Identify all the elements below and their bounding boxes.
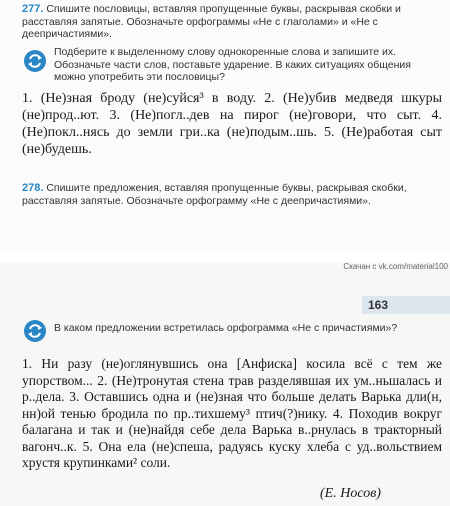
exercise-277-proverbs-text: 1. (Не)зная броду (не)суйся³ в воду. 2. (Не)убив медведя шкуры (не)прод..ют. 3. (Не)погл..дев на пирог (не)говори, что сыт. 4. (Не)покл..нясь до земли гри..ка (не)подым..шь. 5. (Не)работая сыт (не)будешь. xyxy=(22,91,442,157)
watermark: Скачан с vk.com/material100 xyxy=(343,262,448,271)
exercise-278-number: 278. xyxy=(22,182,44,194)
exercise-277-number: 277. xyxy=(22,3,44,15)
bottom-question-text: В каком предложении встретилась орфограмма «Не с причастиями»? xyxy=(54,322,398,334)
bottom-exercise-text xyxy=(22,356,442,472)
cycle-arrows-icon xyxy=(24,320,46,342)
exercise-278-instruction: Спишите предложения, вставляя пропущенные буквы, раскрывая скобки, расставляя запятые. Обозначьте орфограмму «Не с деепричастиями». xyxy=(22,182,407,207)
exercise-277-subtask-text: Подберите к выделенному слову однокоренные слова и запишите их. Обозначьте части слов, поставьте ударение. В каких ситуациях общения можно употребить эти пословицы? xyxy=(54,46,411,83)
exercise-277-subtask xyxy=(54,46,442,84)
page-number: 163 xyxy=(362,296,450,314)
exercise-278-task xyxy=(22,182,442,207)
author-signature: (Е. Носов) xyxy=(320,486,381,501)
bottom-question xyxy=(54,322,442,335)
exercise-277-proverbs xyxy=(22,90,442,158)
page-gap xyxy=(0,250,450,262)
exercise-277-instruction: Спишите пословицы, вставляя пропущенные буквы, раскрывая скобки и расставляя запятые. Обозначьте орфограммы «Не с глаголами» и «Не с деепричастиями». xyxy=(22,3,401,40)
cycle-arrows-icon xyxy=(24,50,46,72)
bottom-exercise-sentences: 1. Ни разу (не)оглянувшись она [Анфиска] косила всё с тем же упорством... 2. (Не)тронутая стена трав разделявшая их ум..ньшалась и р..дела. 3. Оставшись одна и (не)зная что больше делать Варька дли(н, нн)ой тенью бродила по пр..тихшему³ птич(?)нику. 4. Походив вокруг балагана и так и (не)найдя себе дела Варька в..рнулась в тракторный вагонч..к. 5. Она ела (не)спеша, радуясь куску хлеба с уд..вольствием хрустя крупинками² соли. xyxy=(22,356,442,470)
exercise-277-task xyxy=(22,3,442,41)
